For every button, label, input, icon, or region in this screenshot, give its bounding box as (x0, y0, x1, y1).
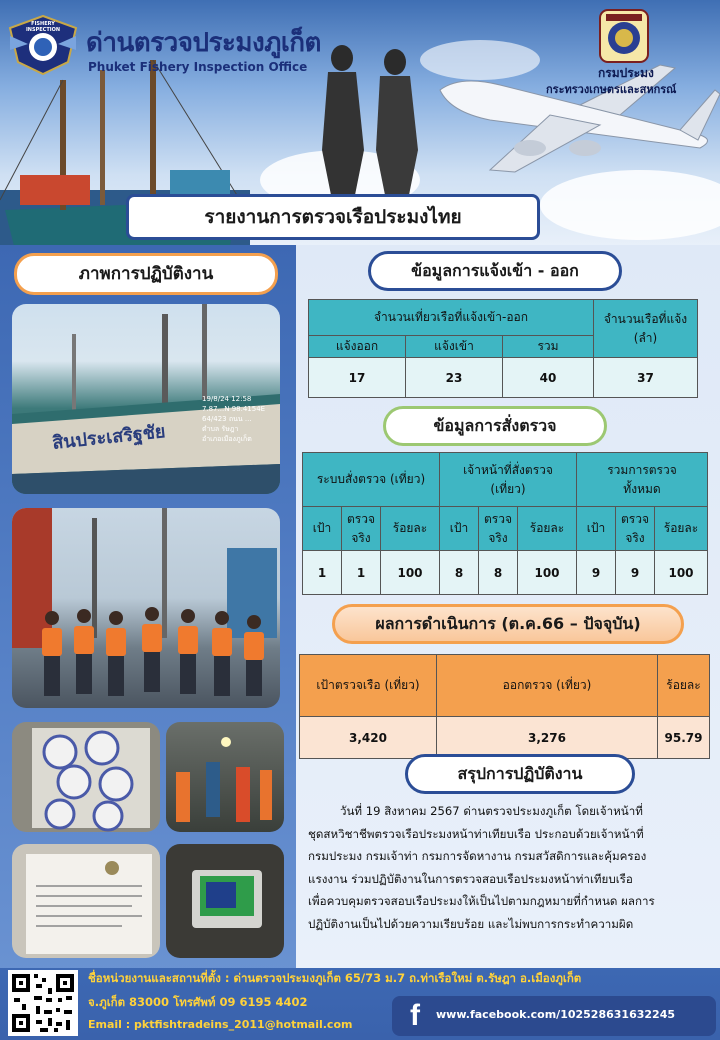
results-head-target: เป้าตรวจเรือ (เที่ยว) (300, 655, 437, 717)
results-val-pct: 95.79 (658, 717, 710, 759)
notify-table (308, 299, 698, 398)
notify-title: ข้อมูลการแจ้งเข้า - ออก (368, 251, 622, 291)
order-title: ข้อมูลการสั่งตรวจ (383, 406, 607, 446)
order-sub-actual: ตรวจ จริง (479, 507, 518, 551)
order-sub-target: เป้า (577, 507, 616, 551)
summary-text (308, 800, 712, 935)
department-of-fisheries-emblem (598, 8, 650, 64)
facebook-link[interactable] (392, 996, 716, 1036)
order-sub-pct: ร้อยละ (381, 507, 440, 551)
results-val-out: 3,276 (437, 717, 658, 759)
summary-line: กรมประมง กรมเจ้าท่า กรมการจัดหางาน กรมสวัสดิการและคุ้มครอง (308, 849, 647, 863)
order-val: 100 (381, 551, 440, 595)
results-head-out: ออกตรวจ (เที่ยว) (437, 655, 658, 717)
office-name-english: Phuket Fishery Inspection Office (88, 60, 308, 74)
footer-address-line1: ชื่อหน่วยงานและสถานที่ตั้ง : ด่านตรวจประมงภูเก็ต 65/73 ม.7 ถ.ท่าเรือใหม่ ต.รัษฎา อ.เมืองภูเก็ต (88, 971, 582, 985)
results-title: ผลการดำเนินการ (ต.ค.66 – ปัจจุบัน) (332, 604, 684, 644)
photo-timestamp: 19/8/24 12:58 7.87...N 98.4154E 64/423 ถนน ... ตำบล รัษฎา อำเภอเมืองภูเก็ต (202, 395, 266, 443)
photo-night-inspection (166, 722, 284, 832)
department-name-line2: กระทรวงเกษตรและสหกรณ์ (546, 83, 677, 96)
notify-sub-out: แจ้งออก (309, 336, 406, 358)
summary-line: แรงงาน ร่วมปฏิบัติงานในการตรวจสอบเรือประมงหน้าท่าเทียบเรือ (308, 871, 633, 886)
order-sub-target: เป้า (440, 507, 479, 551)
fishery-inspection-logo (8, 14, 78, 76)
notify-val-boats: 37 (594, 358, 698, 398)
notify-val-out: 17 (309, 358, 406, 398)
order-val: 1 (303, 551, 342, 595)
order-head-officer: เจ้าหน้าที่สั่งตรวจ (เที่ยว) (440, 453, 577, 507)
photo-document (12, 844, 160, 958)
summary-line: เพื่อควบคุมตรวจสอบเรือประมงให้เป็นไปตามกฎหมายที่กำหนด ผลการ (308, 894, 655, 908)
summary-line: ปฏิบัติงานเป็นไปด้วยความเรียบร้อย และไม่พบการกระทำความผิด (308, 916, 634, 931)
order-sub-target: เป้า (303, 507, 342, 551)
order-val: 8 (479, 551, 518, 595)
qr-code[interactable] (8, 970, 78, 1036)
order-val: 9 (616, 551, 655, 595)
summary-line: ชุดสหวิชาชีพตรวจเรือประมงหน้าท่าเทียบเรือ ประกอบด้วยเจ้าหน้าที่ (308, 826, 644, 841)
photo-fish-catch (12, 722, 160, 832)
order-val: 1 (342, 551, 381, 595)
results-head-pct: ร้อยละ (658, 655, 710, 717)
notify-head-boats: จำนวนเรือที่แจ้ง (ลำ) (594, 300, 698, 358)
order-table (302, 452, 708, 595)
order-sub-actual: ตรวจ จริง (342, 507, 381, 551)
order-head-system: ระบบสั่งตรวจ (เที่ยว) (303, 453, 440, 507)
logo-text: FISHERY INSPECTION (25, 21, 61, 33)
order-head-total: รวมการตรวจ ทั้งหมด (577, 453, 708, 507)
facebook-icon: f (410, 999, 420, 1032)
report-title: รายงานการตรวจเรือประมงไทย (126, 194, 540, 240)
office-name-thai: ด่านตรวจประมงภูเก็ต (86, 28, 321, 58)
summary-line: วันที่ 19 สิงหาคม 2567 ด่านตรวจประมงภูเก็ต โดยเจ้าหน้าที่ (340, 804, 643, 818)
department-name-line1: กรมประมง (598, 66, 654, 80)
photo-fishing-boat (12, 304, 280, 494)
notify-sub-in: แจ้งเข้า (406, 336, 503, 358)
notify-head-trips: จำนวนเที่ยวเรือที่แจ้งเข้า-ออก (309, 300, 594, 336)
footer-email[interactable]: Email : pktfishtradeins_2011@hotmail.com (88, 1018, 353, 1031)
notify-val-total: 40 (503, 358, 594, 398)
notify-sub-total: รวม (503, 336, 594, 358)
facebook-url: www.facebook.com/102528631632245 (436, 1008, 675, 1021)
photo-inspection-team (12, 508, 280, 708)
order-sub-pct: ร้อยละ (655, 507, 708, 551)
photo-vms-monitor (166, 844, 284, 958)
order-val: 9 (577, 551, 616, 595)
summary-title: สรุปการปฏิบัติงาน (405, 754, 635, 794)
order-sub-actual: ตรวจ จริง (616, 507, 655, 551)
statue-illustration (300, 40, 440, 210)
results-table (299, 654, 710, 759)
operation-photos-title: ภาพการปฏิบัติงาน (14, 253, 278, 295)
order-val: 100 (518, 551, 577, 595)
notify-val-in: 23 (406, 358, 503, 398)
boat-name-painted: สินประเสริฐชัย (51, 421, 167, 454)
header-banner (0, 0, 720, 250)
order-val: 8 (440, 551, 479, 595)
order-sub-pct: ร้อยละ (518, 507, 577, 551)
results-val-target: 3,420 (300, 717, 437, 759)
order-val: 100 (655, 551, 708, 595)
footer-address-line2: จ.ภูเก็ต 83000 โทรศัพท์ 09 6195 4402 (88, 995, 308, 1009)
